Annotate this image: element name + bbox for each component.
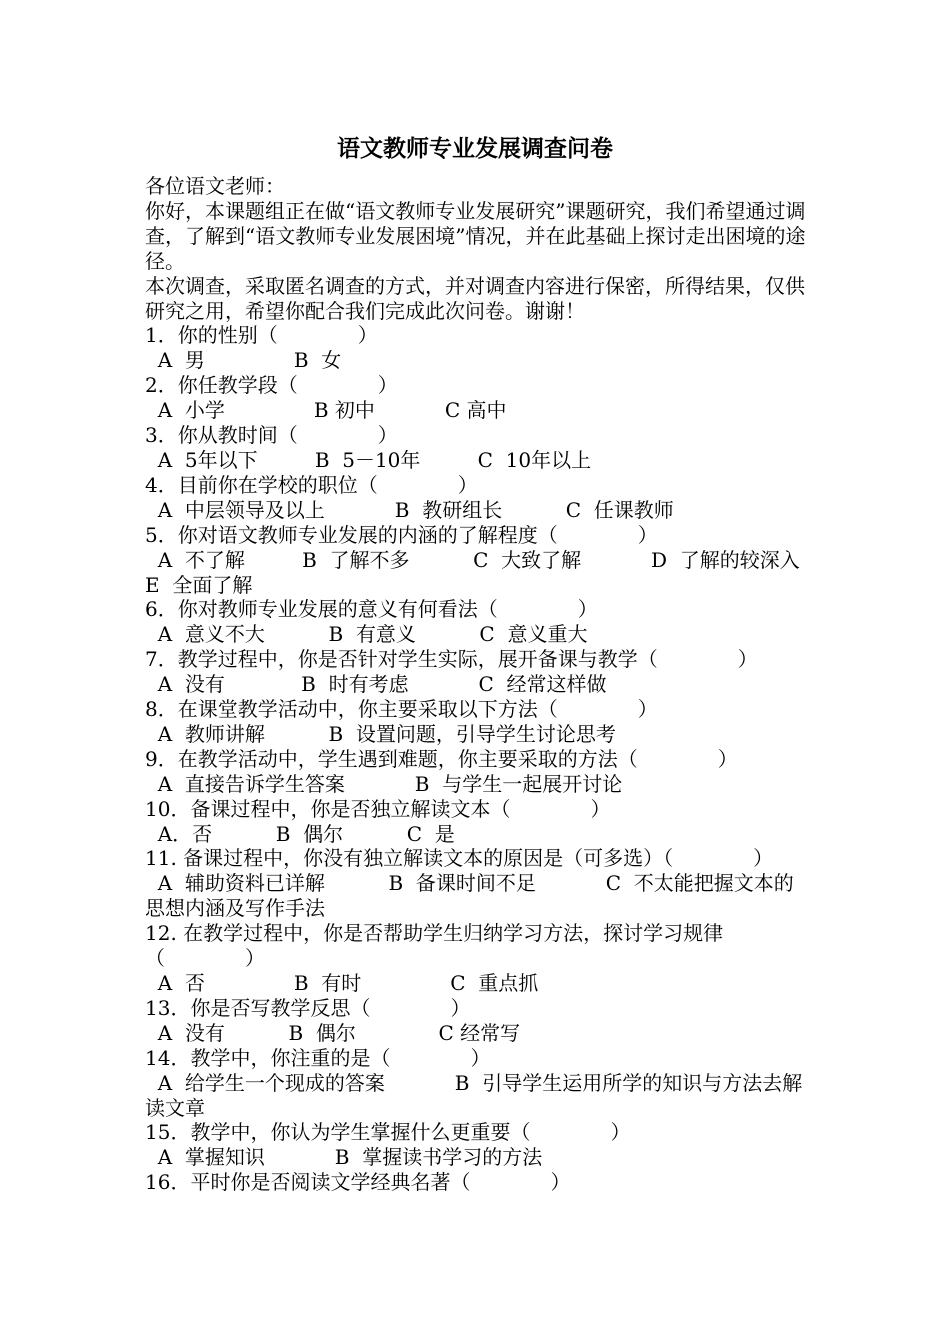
question: 9．在教学活动中，学生遇到难题，你主要采取的方法（ ） — [145, 746, 738, 771]
question: 2．你任教学段（ ） — [145, 373, 398, 398]
salutation: 各位语文老师： — [145, 174, 285, 198]
intro-paragraph: 你好，本课题组正在做“语文教师专业发展研究”课题研究，我们希望通过调查，了解到“语文教师专业发展困境”情况，并在此基础上探讨走出困境的途径。 — [145, 198, 806, 273]
question: 10．备课过程中，你是否独立解读文本（ ） — [145, 796, 611, 821]
question-options: A 掌握知识 B 掌握读书学习的方法 — [145, 1145, 543, 1170]
question: 5．你对语文教师专业发展的内涵的了解程度（ ） — [145, 522, 658, 547]
question: 8．在课堂教学活动中，你主要采取以下方法（ ） — [145, 697, 658, 722]
question: 3．你从教时间（ ） — [145, 423, 398, 448]
question-options: A 男 B 女 — [145, 348, 342, 373]
question-options: A 直接告诉学生答案 B 与学生一起展开讨论 — [145, 771, 623, 796]
question: 16．平时你是否阅读文学经典名著（ ） — [145, 1170, 571, 1195]
question-options: A 没有 B 时有考虑 C 经常这样做 — [145, 672, 607, 697]
question-options: A．否 B 偶尔 C 是 — [145, 821, 455, 846]
question: 1．你的性别（ ） — [145, 323, 378, 348]
question-options: A 中层领导及以上 B 教研组长 C 任课教师 — [145, 497, 674, 522]
question-options: A 给学生一个现成的答案 B 引导学生运用所学的知识与方法去解读文章 — [145, 1070, 803, 1120]
question: 7．教学过程中，你是否针对学生实际，展开备课与教学（ ） — [145, 647, 758, 672]
question-options: A 不了解 B 了解不多 C 大致了解 D 了解的较深入 E 全面了解 — [145, 547, 845, 597]
question: 13．你是否写教学反思（ ） — [145, 995, 471, 1020]
question: 15．教学中，你认为学生掌握什么更重要（ ） — [145, 1120, 631, 1145]
question: 11. 备课过程中，你没有独立解读文本的原因是（可多选）（ ） — [145, 846, 774, 871]
question-options: A 小学 B 初中 C 高中 — [145, 398, 507, 423]
question-options: A 辅助资料已详解 B 备课时间不足 C 不太能把握文本的思想内涵及写作手法 — [145, 871, 794, 921]
question: 12. 在教学过程中，你是否帮助学生归纳学习方法，探讨学习规律（ ） — [145, 921, 724, 971]
document-body — [145, 174, 845, 1195]
question: 14．教学中，你注重的是（ ） — [145, 1045, 491, 1070]
question-options: A 5年以下 B 5－10年 C 10年以上 — [145, 447, 592, 472]
question: 4．目前你在学校的职位（ ） — [145, 472, 478, 497]
question-options: A 否 B 有时 C 重点抓 — [145, 971, 539, 995]
question-options: A 意义不大 B 有意义 C 意义重大 — [145, 622, 588, 647]
question: 6．你对教师专业发展的意义有何看法（ ） — [145, 597, 598, 622]
page-title: 语文教师专业发展调查问卷 — [337, 135, 613, 162]
question-options: A 没有 B 偶尔 C 经常写 — [145, 1020, 521, 1045]
question-options: A 教师讲解 B 设置问题，引导学生讨论思考 — [145, 721, 616, 746]
intro-paragraph: 本次调查，采取匿名调查的方式，并对调查内容进行保密，所得结果，仅供研究之用，希望你配合我们完成此次问卷。谢谢！ — [145, 273, 805, 323]
